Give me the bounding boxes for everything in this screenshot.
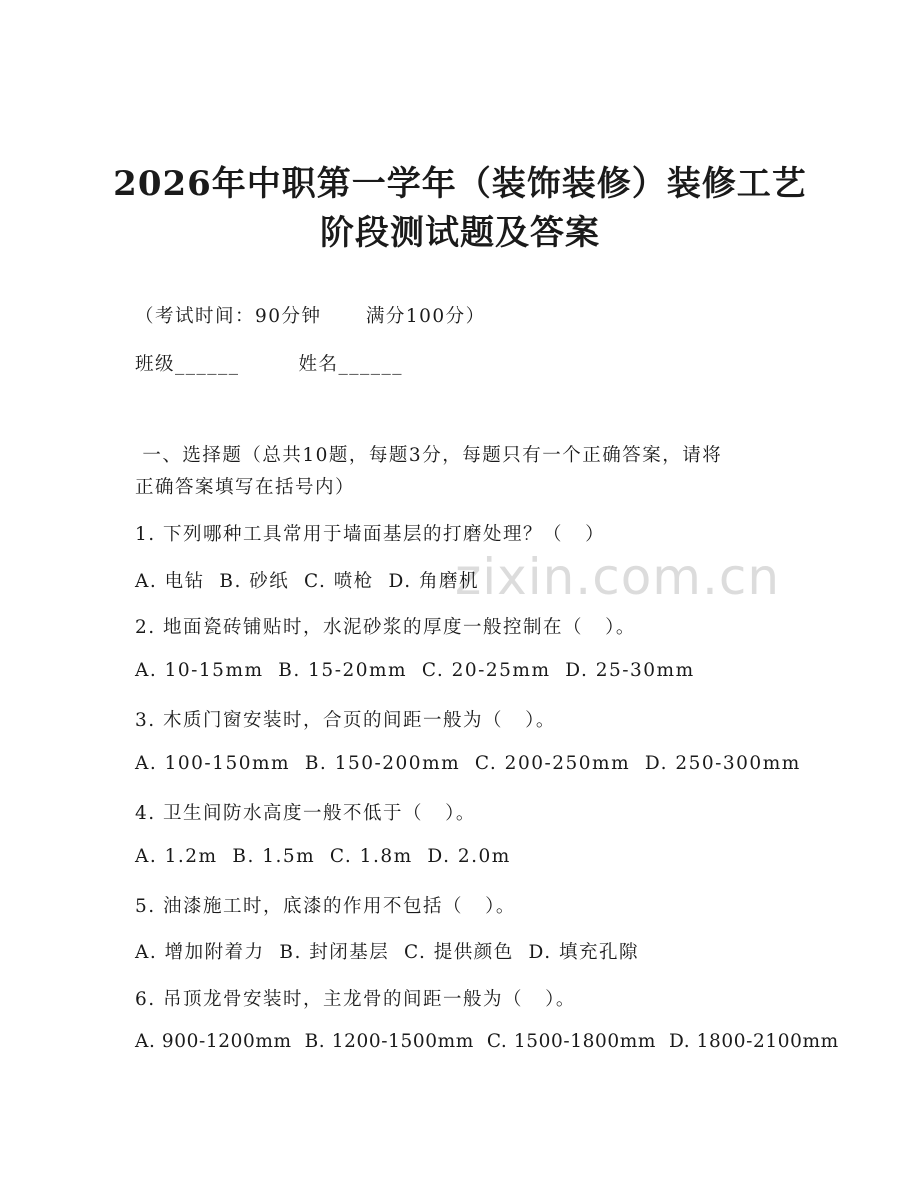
class-name-fields: 班级______ 姓名______ [135,354,404,375]
question-2: 2. 地面瓷砖铺贴时，水泥砂浆的厚度一般控制在（ ）。 [135,617,636,638]
exam-info: （考试时间：90分钟 满分100分） [135,306,486,327]
page-title-line-2: 阶段测试题及答案 [320,213,600,253]
question-3: 3. 木质门窗安装时，合页的间距一般为（ ）。 [135,710,556,731]
question-4-options: A. 1.2m B. 1.5m C. 1.8m D. 2.0m [135,846,511,867]
question-4: 4. 卫生间防水高度一般不低于（ ）。 [135,803,476,824]
question-3-options: A. 100-150mm B. 150-200mm C. 200-250mm D. 250-300mm [135,753,801,774]
question-1: 1. 下列哪种工具常用于墙面基层的打磨处理？（ ） [135,524,606,545]
section-heading-line-1: 一、选择题（总共10题，每题3分，每题只有一个正确答案，请将 [135,445,723,466]
section-heading-line-2: 正确答案填写在括号内） [135,477,356,498]
question-2-options: A. 10-15mm B. 15-20mm C. 20-25mm D. 25-30mm [135,660,695,681]
question-6: 6. 吊顶龙骨安装时，主龙骨的间距一般为（ ）。 [135,989,576,1010]
question-5: 5. 油漆施工时，底漆的作用不包括（ ）。 [135,896,516,917]
page-title-line-1: 2026年中职第一学年（装饰装修）装修工艺 [113,164,807,204]
question-1-options: A. 电钻 B. 砂纸 C. 喷枪 D. 角磨机 [135,571,479,592]
question-5-options: A. 增加附着力 B. 封闭基层 C. 提供颜色 D. 填充孔隙 [135,942,639,963]
question-6-options: A. 900-1200mm B. 1200-1500mm C. 1500-1800mm D. 1800-2100mm [135,1031,839,1052]
watermark: zixin.com.cn [455,548,781,606]
